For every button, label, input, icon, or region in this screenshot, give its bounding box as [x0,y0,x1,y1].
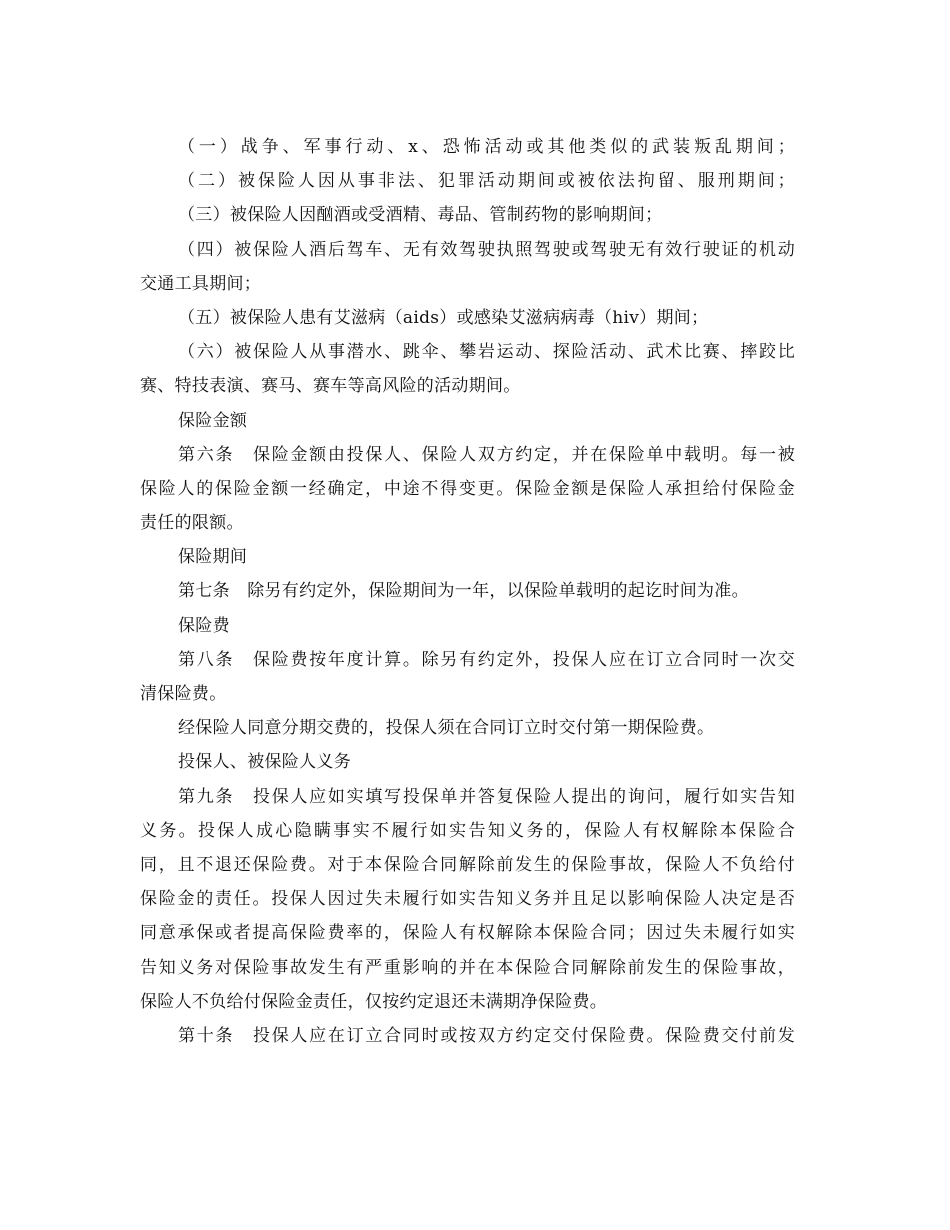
article-9-cont-3: 保险金的责任。投保人因过失未履行如实告知义务并且足以影响保险人决定是否 [140,889,795,910]
article-8-cont: 清保险费。 [140,684,227,704]
article-9-cont-2: 同，且不退还保险费。对于本保险合同解除前发生的保险事故，保险人不负给付 [140,854,795,875]
clause-item-6-cont: 赛、特技表演、赛马、赛车等高风险的活动期间。 [140,376,521,397]
clause-item-3: （三）被保险人因酗酒或受酒精、毒品、管制药物的影响期间； [178,205,663,226]
article-9: 第九条 投保人应如实填写投保单并答复保险人提出的询问，履行如实告知 [178,786,795,807]
section-heading-premium: 保险费 [178,615,230,636]
article-9-cont-5: 告知义务对保险事故发生有严重影响的并在本保险合同解除前发生的保险事故， [140,957,795,978]
clause-item-6: （六）被保险人从事潜水、跳伞、攀岩运动、探险活动、武术比赛、摔跤比 [178,342,795,363]
clause-item-1: （一）战争、军事行动、x、恐怖活动或其他类似的武装叛乱期间； [178,137,795,157]
article-9-cont-1: 义务。投保人成心隐瞒事实不履行如实告知义务的，保险人有权解除本保险合 [140,820,795,841]
article-7: 第七条 除另有约定外，保险期间为一年，以保险单载明的起讫时间为准。 [178,581,749,602]
document-page [140,130,795,1053]
article-9-cont-6: 保险人不负给付保险金责任，仅按约定退还未满期净保险费。 [140,991,608,1012]
article-6: 第六条 保险金额由投保人、保险人双方约定，并在保险单中载明。每一被 [178,444,795,465]
article-10: 第十条 投保人应在订立合同时或按双方约定交付保险费。保险费交付前发 [178,1025,795,1046]
section-heading-sum-insured: 保险金额 [178,410,248,431]
article-6-cont-2: 责任的限额。 [140,513,244,534]
article-8: 第八条 保险费按年度计算。除另有约定外，投保人应在订立合同时一次交 [178,649,795,670]
clause-item-2: （二）被保险人因从事非法、犯罪活动期间或被依法拘留、服刑期间； [178,171,795,192]
article-6-cont-1: 保险人的保险金额一经确定，中途不得变更。保险金额是保险人承担给付保险金 [140,478,795,499]
section-heading-period: 保险期间 [178,547,248,568]
clause-item-5: （五）被保险人患有艾滋病（aids）或感染艾滋病病毒（hiv）期间； [178,307,709,328]
section-heading-obligations: 投保人、被保险人义务 [178,752,351,773]
clause-item-4: （四）被保险人酒后驾车、无有效驾驶执照驾驶或驾驶无有效行驶证的机动 [178,239,795,260]
clause-item-4-cont: 交通工具期间； [140,273,262,294]
article-8-para-2: 经保险人同意分期交费的，投保人须在合同订立时交付第一期保险费。 [178,718,715,739]
article-9-cont-4: 同意承保或者提高保险费率的，保险人有权解除本保险合同；因过失未履行如实 [140,923,795,944]
